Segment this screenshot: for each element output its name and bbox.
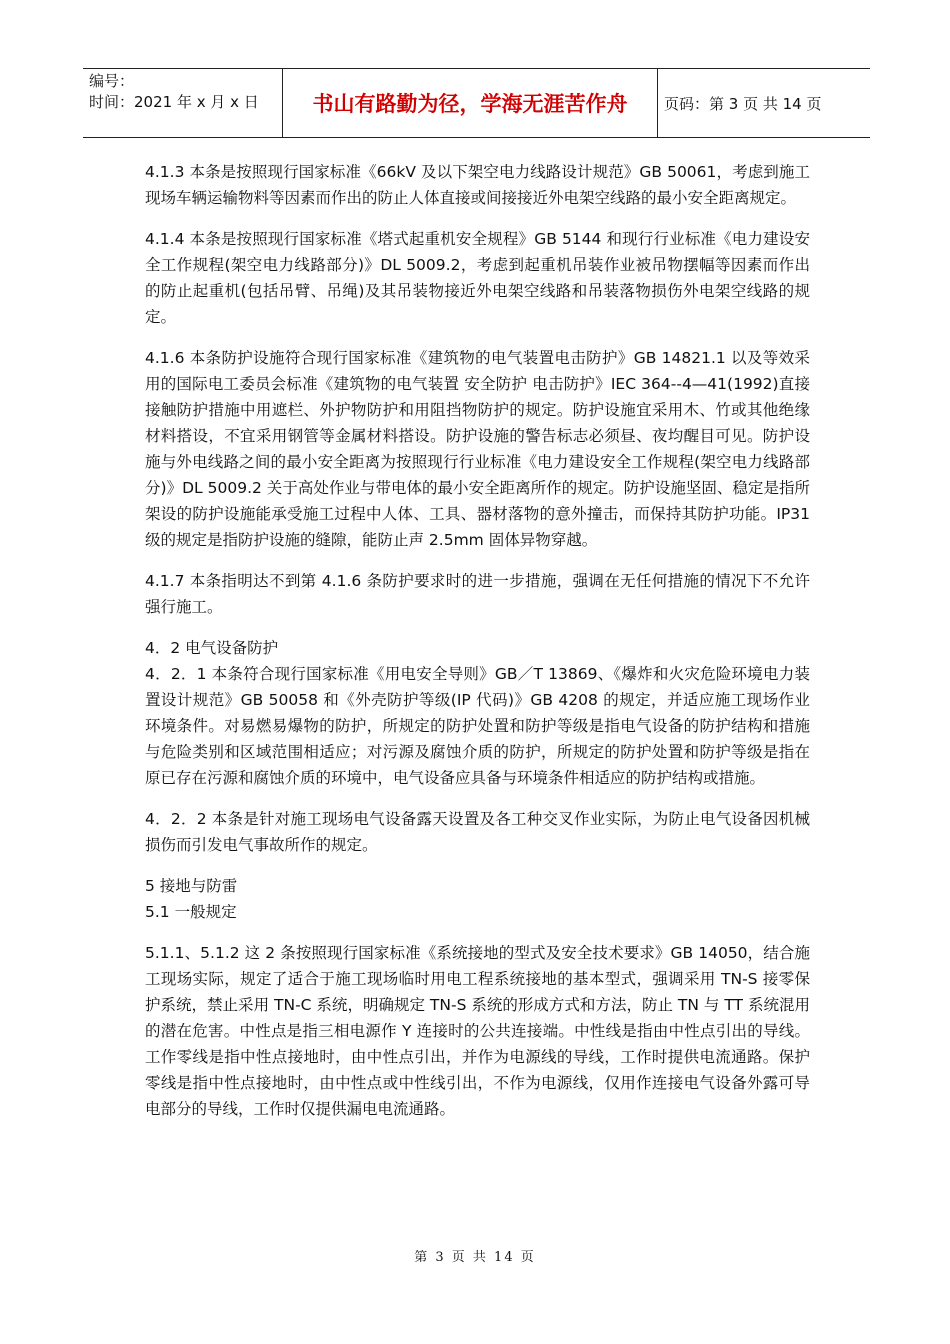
paragraph-5-1-1: 5.1.1、5.1.2 这 2 条按照现行国家标准《系统接地的型式及安全技术要求》GB 14050，结合施工现场实际，规定了适合于施工现场临时用电工程系统接地的基本型式，强调采用 TN-S 接零保护系统，禁止采用 TN-C 系统，明确规定 TN-S 系统的形成方式和方法，防止 TN 与 TT 系统混用的潜在危害。中性点是指三相电源作 Y 连接时的公共连接端。中性线是指由中性点引出的导线。工作零线是指中性点接地时，由中性点引出，并作为电源线的导线，工作时提供电流通路。保护零线是指中性点接地时，由中性点或中性线引出，不作为电源线，仅用作连接电气设备外露可导电部分的导线，工作时仅提供漏电电流通路。 <box>145 944 810 1118</box>
paragraph-4-2-2: 4．2．2 本条是针对施工现场电气设备露天设置及各工种交叉作业实际，为防止电气设备因机械损伤而引发电气事故所作的规定。 <box>145 810 810 854</box>
document-number-label: 编号： <box>89 72 135 90</box>
section-heading-5-1: 5.1 一般规定 <box>145 903 237 921</box>
paragraph-4-1-6: 4.1.6 本条防护设施符合现行国家标准《建筑物的电气装置电击防护》GB 14821.1 以及等效采用的国际电工委员会标准《建筑物的电气装置 安全防护 电击防护》IEC 364--4—41(1992)直接接触防护措施中用遮栏、外护物防护和用阻挡物防护的规定。防护设施宜采用木、竹或其他绝缘材料搭设，不宜采用钢管等金属材料搭设。防护设施的警告标志必须昼、夜均醒目可见。防护设施与外电线路之间的最小安全距离为按照现行行业标准《电力建设安全工作规程(架空电力线路部分)》DL 5009.2 关于高处作业与带电体的最小安全距离所作的规定。防护设施坚固、稳定是指所架设的防护设施能承受施工过程中人体、工具、器材落物的意外撞击，而保持其防护功能。IP31 级的规定是指防护设施的缝隙，能防止声 2.5mm 固体异物穿越。 <box>145 349 810 549</box>
page-header <box>83 68 870 138</box>
document-body <box>145 159 810 1122</box>
document-date: 时间：2021 年 x 月 x 日 <box>89 93 259 111</box>
paragraph-4-1-3: 4.1.3 本条是按照现行国家标准《66kV 及以下架空电力线路设计规范》GB 50061，考虑到施工现场车辆运输物料等因素而作出的防止人体直接或间接接近外电架空线路的最小安全距离规定。 <box>145 163 810 207</box>
section-heading-5: 5 接地与防雷 <box>145 877 238 895</box>
paragraph-4-2-1: 4．2．1 本条符合现行国家标准《用电安全导则》GB／T 13869、《爆炸和火灾危险环境电力装置设计规范》GB 50058 和《外壳防护等级(IP 代码)》GB 4208 的规定，并适应施工现场作业环境条件。对易燃易爆物的防护，所规定的防护处置和防护等级是指电气设备的防护结构和措施与危险类别和区域范围相适应；对污源及腐蚀介质的防护，所规定的防护处置和防护等级是指在原已存在污源和腐蚀介质的环境中，电气设备应具备与环境条件相适应的防护结构或措施。 <box>145 665 810 787</box>
page-footer: 第 3 页 共 14 页 <box>414 1250 536 1265</box>
paragraph-4-1-4: 4.1.4 本条是按照现行国家标准《塔式起重机安全规程》GB 5144 和现行行业标准《电力建设安全工作规程(架空电力线路部分)》DL 5009.2，考虑到起重机吊装作业被吊物摆幅等因素而作出的防止起重机(包括吊臂、吊绳)及其吊装物接近外电架空线路和吊装落物损伤外电架空线路的规定。 <box>145 230 810 326</box>
header-meta <box>83 69 283 137</box>
section-heading-4-2: 4．2 电气设备防护 <box>145 639 279 657</box>
header-motto: 书山有路勤为径，学海无涯苦作舟 <box>283 69 658 137</box>
paragraph-4-1-7: 4.1.7 本条指明达不到第 4.1.6 条防护要求时的进一步措施，强调在无任何措施的情况下不允许强行施工。 <box>145 572 810 616</box>
header-page-info: 页码：第 3 页 共 14 页 <box>664 94 822 113</box>
